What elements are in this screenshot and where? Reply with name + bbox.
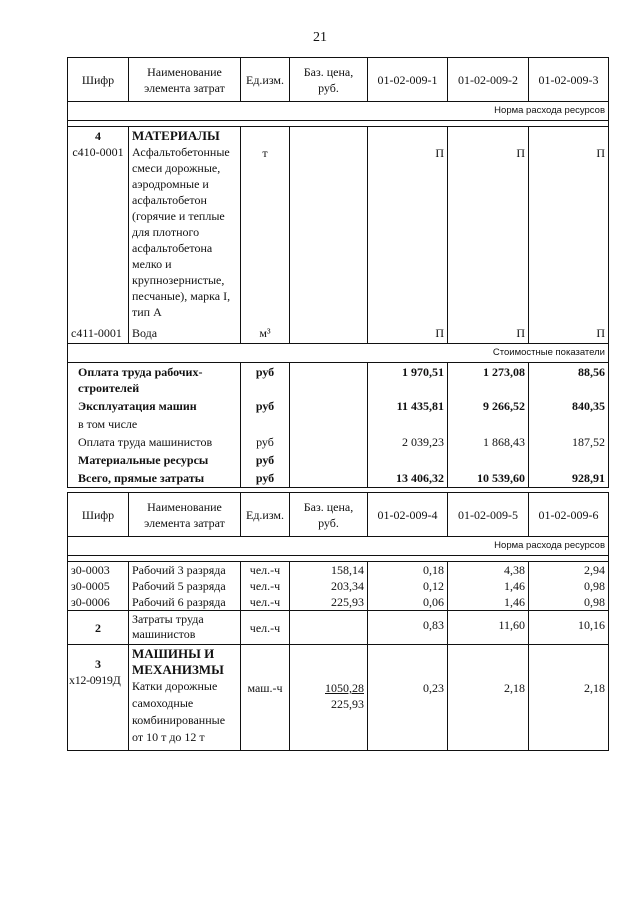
header-col-3: 01-02-009-3 — [529, 58, 609, 102]
header-price: Баз. цена, руб. — [290, 58, 368, 102]
machine-unit: маш.-ч — [241, 645, 290, 751]
table-row — [68, 578, 609, 594]
labor-unit: чел.-ч — [241, 611, 290, 645]
machine-name: Катки дорожные самоходные комбинированные от 10 т до 12 т — [132, 679, 226, 744]
worker-v3: 0,98 — [529, 578, 609, 594]
page-number: 21 — [313, 30, 327, 45]
worker-name: Рабочий 6 разряда — [129, 594, 241, 611]
labor-v1: 0,83 — [368, 611, 448, 645]
water-unit: м³ — [241, 321, 290, 343]
material-value-2: П — [448, 127, 529, 322]
header-col-6: 01-02-009-6 — [529, 493, 609, 537]
cost-total-v1: 13 406,32 — [368, 469, 448, 488]
worker-price: 203,34 — [290, 578, 368, 594]
cost-machines-unit: руб — [241, 397, 290, 415]
water-value-2: П — [448, 321, 529, 343]
labor-v2: 11,60 — [448, 611, 529, 645]
cost-labor-name: Оплата труда рабочих-строителей — [68, 362, 241, 397]
cost-operators-unit: руб — [241, 433, 290, 451]
cost-operators-v1: 2 039,23 — [368, 433, 448, 451]
material-price — [290, 127, 368, 322]
norm-label: Норма расхода ресурсов — [68, 102, 609, 121]
header-price: Баз. цена, руб. — [290, 493, 368, 537]
machine-price-2: 225,93 — [331, 697, 364, 711]
cost-machines-v3: 840,35 — [529, 397, 609, 415]
machine-v2: 2,18 — [448, 645, 529, 751]
worker-v3: 2,94 — [529, 562, 609, 579]
worker-unit: чел.-ч — [241, 562, 290, 579]
worker-name: Рабочий 3 разряда — [129, 562, 241, 579]
material-code: с410-0001 — [72, 145, 124, 159]
labor-num: 2 — [68, 611, 129, 645]
header-name: Наименование элемента затрат — [129, 58, 241, 102]
machine-v1: 0,23 — [368, 645, 448, 751]
section-materials-title: МАТЕРИАЛЫ — [132, 128, 220, 143]
norm-label: Норма расхода ресурсов — [68, 537, 609, 556]
cost-operators-v2: 1 868,43 — [448, 433, 529, 451]
water-value-1: П — [368, 321, 448, 343]
worker-unit: чел.-ч — [241, 594, 290, 611]
table-row — [68, 645, 609, 751]
cost-materials-unit: руб — [241, 451, 290, 469]
cost-labor-unit: руб — [241, 362, 290, 397]
worker-name: Рабочий 5 разряда — [129, 578, 241, 594]
cost-machines-v2: 9 266,52 — [448, 397, 529, 415]
header-col-2: 01-02-009-2 — [448, 58, 529, 102]
cost-labor-v1: 1 970,51 — [368, 362, 448, 397]
worker-code: з0-0003 — [68, 562, 129, 579]
material-value-1: П — [368, 127, 448, 322]
material-value-3: П — [529, 127, 609, 322]
material-name-cell — [129, 127, 241, 322]
header-col-4: 01-02-009-4 — [368, 493, 448, 537]
estimate-table-1 — [67, 57, 609, 488]
machine-name-cell — [129, 645, 241, 751]
header-code: Шифр — [68, 493, 129, 537]
worker-code: з0-0006 — [68, 594, 129, 611]
machines-section-title: МАШИНЫ И МЕХАНИЗМЫ — [132, 646, 224, 677]
machine-v3: 2,18 — [529, 645, 609, 751]
worker-price: 225,93 — [290, 594, 368, 611]
worker-code: з0-0005 — [68, 578, 129, 594]
header-col-5: 01-02-009-5 — [448, 493, 529, 537]
cost-machines-name: Эксплуатация машин — [68, 397, 241, 415]
cost-total-name: Всего, прямые затраты — [68, 469, 241, 488]
header-col-1: 01-02-009-1 — [368, 58, 448, 102]
estimate-table-2 — [67, 492, 609, 751]
worker-v2: 1,46 — [448, 594, 529, 611]
machine-code: х12-0919Д — [69, 673, 121, 687]
labor-name: Затраты труда машинистов — [129, 611, 241, 645]
cost-label: Стоимостные показатели — [68, 343, 609, 362]
cost-including-label: в том числе — [68, 415, 241, 433]
cost-operators-v3: 187,52 — [529, 433, 609, 451]
header-unit: Ед.изм. — [241, 58, 290, 102]
worker-v2: 4,38 — [448, 562, 529, 579]
cost-total-unit: руб — [241, 469, 290, 488]
cost-operators-name: Оплата труда машинистов — [68, 433, 241, 451]
machines-section-num: 3 — [95, 657, 101, 671]
table-row — [68, 594, 609, 611]
cost-materials-name: Материальные ресурсы — [68, 451, 241, 469]
machine-price: 1050,28 — [325, 681, 364, 695]
cost-total-v3: 928,91 — [529, 469, 609, 488]
section-materials-num: 4 с410-0001 — [68, 127, 129, 322]
cost-machines-v1: 11 435,81 — [368, 397, 448, 415]
worker-price: 158,14 — [290, 562, 368, 579]
water-name: Вода — [129, 321, 241, 343]
worker-v1: 0,18 — [368, 562, 448, 579]
material-unit: т — [241, 127, 290, 322]
header-name: Наименование элемента затрат — [129, 493, 241, 537]
cost-labor-v3: 88,56 — [529, 362, 609, 397]
table-row — [68, 611, 609, 645]
worker-v2: 1,46 — [448, 578, 529, 594]
machine-price-cell — [290, 645, 368, 751]
worker-v1: 0,12 — [368, 578, 448, 594]
table-row — [68, 562, 609, 579]
worker-unit: чел.-ч — [241, 578, 290, 594]
header-unit: Ед.изм. — [241, 493, 290, 537]
material-name: Асфальтобетонные смеси дорожные, аэродромные и асфальтобетон (горячие и теплые для плотного асфальтобетона мелко и крупнозернистые, песчаные), марка I, тип А — [132, 145, 231, 319]
cost-total-v2: 10 539,60 — [448, 469, 529, 488]
labor-v3: 10,16 — [529, 611, 609, 645]
header-code: Шифр — [68, 58, 129, 102]
water-code: с411-0001 — [68, 321, 129, 343]
machine-code-cell — [68, 645, 129, 751]
cost-labor-v2: 1 273,08 — [448, 362, 529, 397]
water-value-3: П — [529, 321, 609, 343]
worker-v3: 0,98 — [529, 594, 609, 611]
worker-v1: 0,06 — [368, 594, 448, 611]
